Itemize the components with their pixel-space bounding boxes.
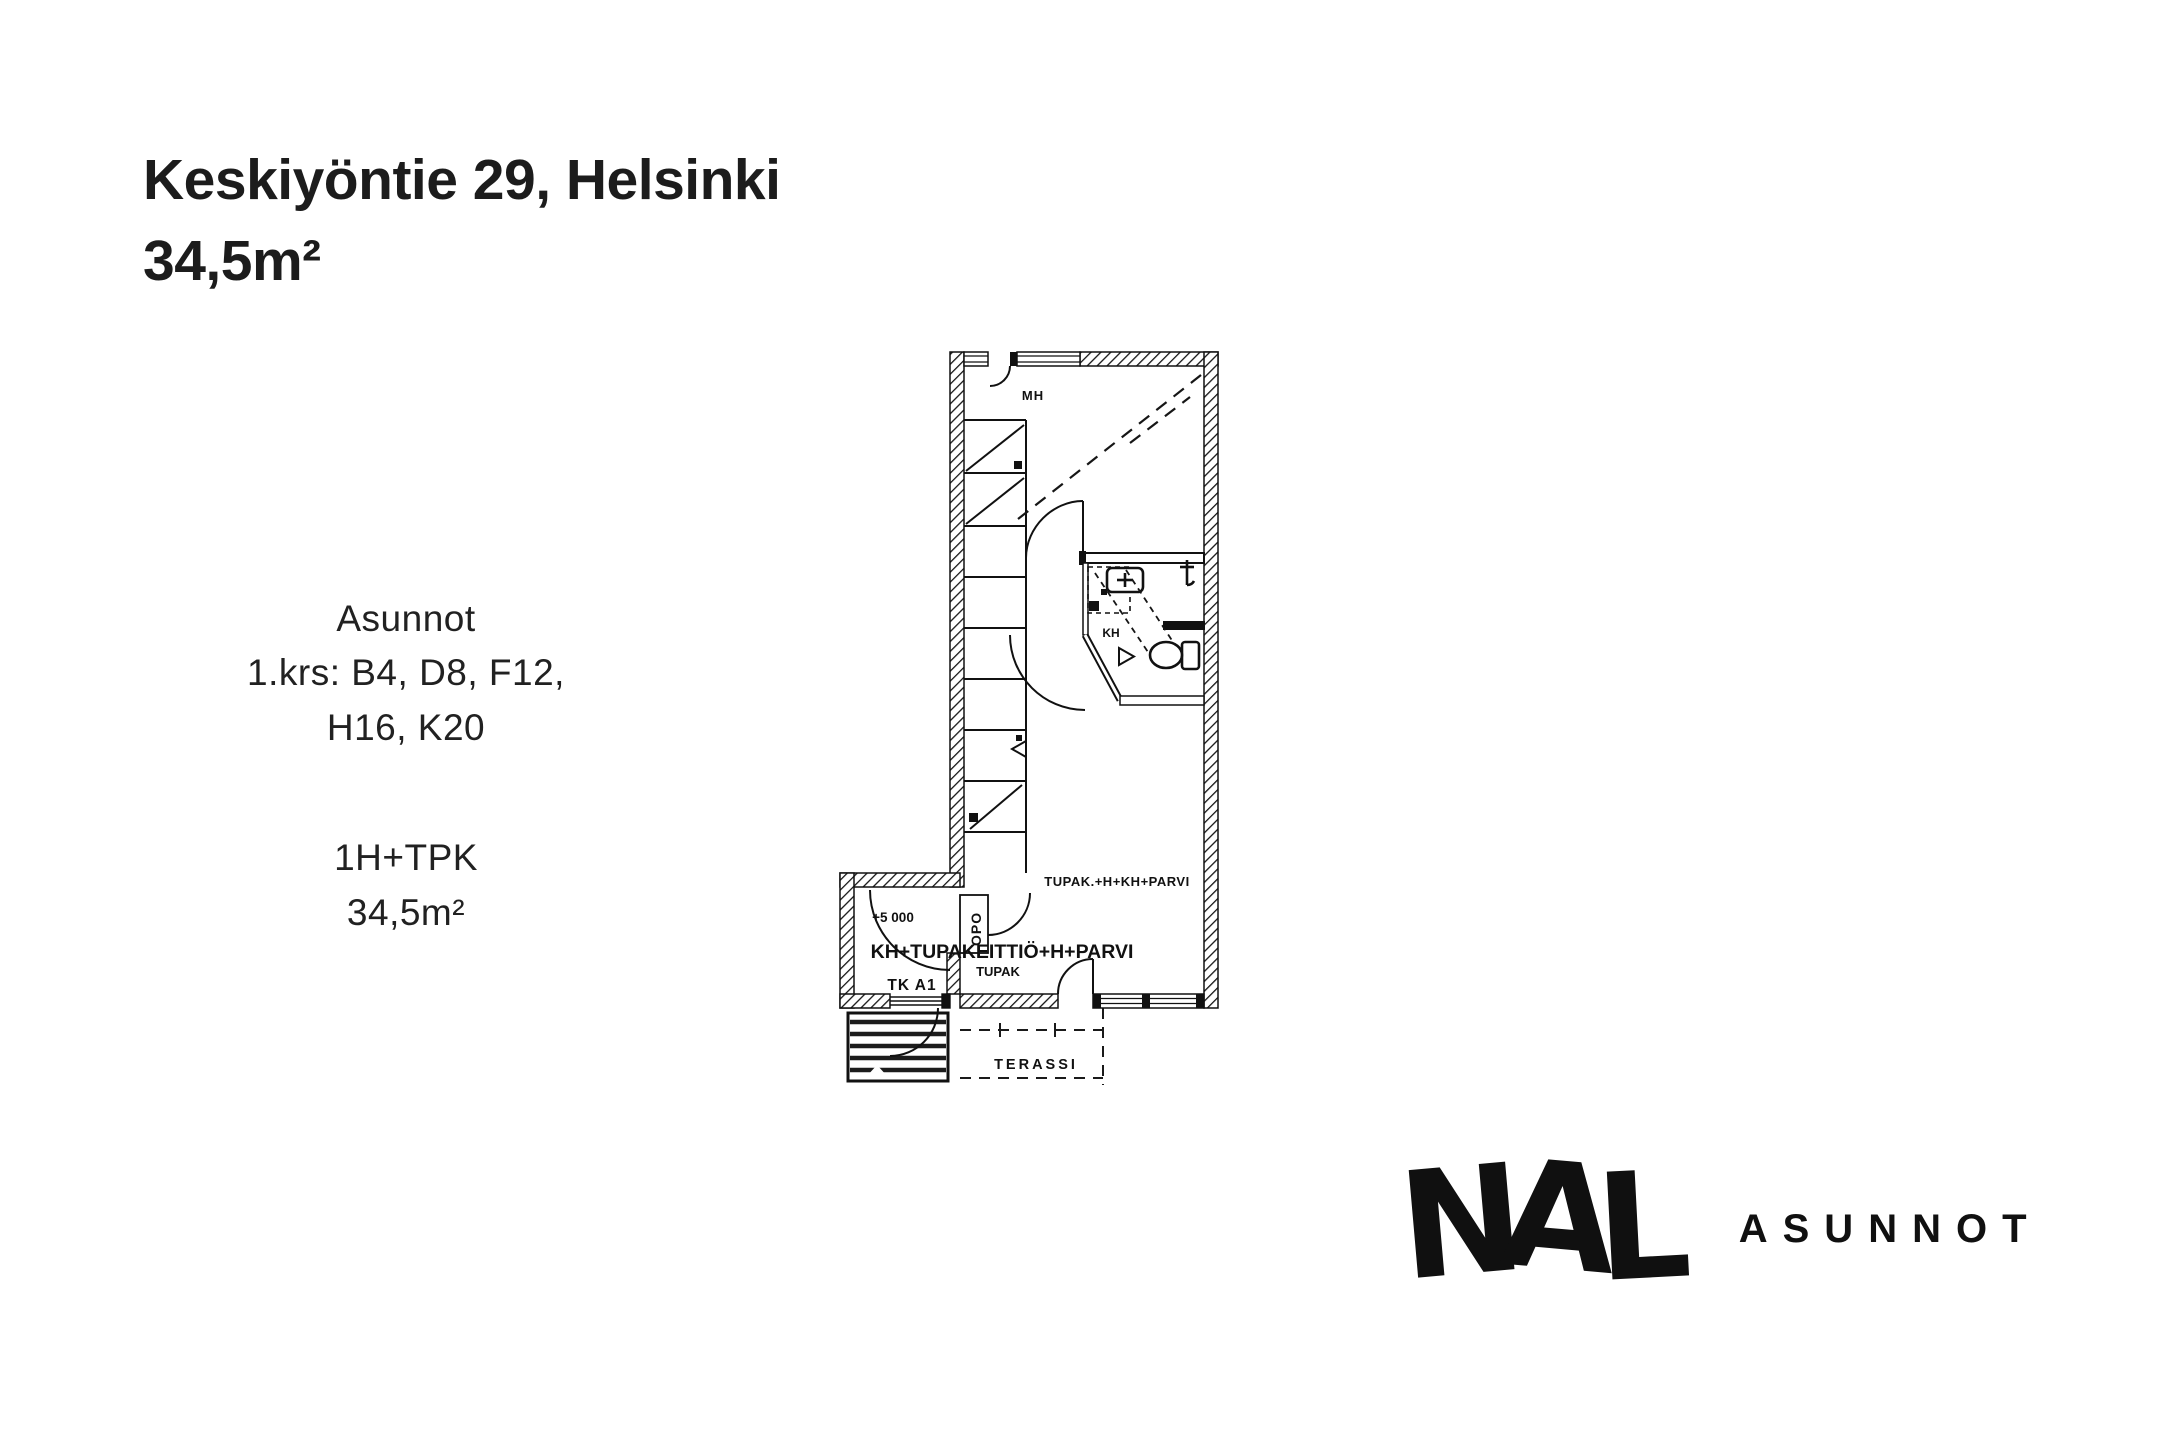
label-living-kitchen: TUPAK (976, 964, 1020, 979)
title-address: Keskiyöntie 29, Helsinki (143, 148, 781, 212)
label-elevation: +5 000 (872, 910, 914, 925)
label-caption: KH+TUPAKEITTIÖ+H+PARVI (870, 941, 1134, 963)
nal-wordmark (1392, 1126, 1686, 1316)
entrance-stairs (848, 1013, 948, 1081)
kitchen-door-arc (988, 893, 1030, 935)
label-loft-note: TUPAK.+H+KH+PARVI (1044, 874, 1190, 889)
nal-letter-n: N (1392, 1132, 1522, 1314)
bedroom-door-arc (1026, 501, 1083, 558)
brand-logo (1392, 1126, 2042, 1316)
sink-icon (1107, 568, 1143, 592)
radiator (1163, 621, 1205, 630)
bathroom-direction-triangle (1119, 648, 1134, 665)
info-floor-units-2: H16, K20 (326, 706, 486, 748)
info-apartments-label: Asunnot (336, 598, 476, 639)
entrance-threshold (890, 994, 950, 1008)
closet-mark (1014, 461, 1022, 469)
label-bathroom: KH (1102, 626, 1120, 640)
title-area: 34,5m² (143, 228, 321, 293)
closet-mark-2 (1016, 735, 1022, 741)
toilet-icon (1150, 642, 1199, 669)
terrace-outline (960, 1008, 1103, 1085)
loft-slope-lines (1018, 375, 1201, 519)
divider-wall (1079, 551, 1204, 565)
brand-suffix: ASUNNOT (1738, 1207, 2042, 1252)
label-apartment-id: TK A1 (887, 977, 937, 994)
floor-plan (830, 345, 1230, 1105)
nal-letter-a: A (1495, 1126, 1615, 1308)
apartment-info (176, 592, 636, 940)
info-floor-units-1: 1.krs: B4, D8, F12, (247, 652, 565, 694)
label-bedroom: MH (1021, 388, 1045, 403)
window-top (964, 352, 1080, 366)
top-door-arc (990, 366, 1010, 386)
bathroom-door-arc (1010, 635, 1085, 710)
label-terrace: TERASSI (994, 1057, 1078, 1073)
label-closet: OPO (968, 911, 984, 946)
floor-plan-drawing (830, 345, 1230, 1105)
info-size: 34,5m² (346, 891, 466, 933)
terrace-door-arc (1058, 959, 1093, 994)
page-title (143, 140, 780, 302)
hall-direction-triangle (1012, 741, 1026, 757)
nal-letter-l: L (1592, 1138, 1686, 1316)
window-bottom (1093, 994, 1204, 1008)
info-room-type: 1H+TPK (334, 837, 478, 879)
closet-mark-3 (969, 813, 978, 822)
closet-run (964, 420, 1026, 873)
